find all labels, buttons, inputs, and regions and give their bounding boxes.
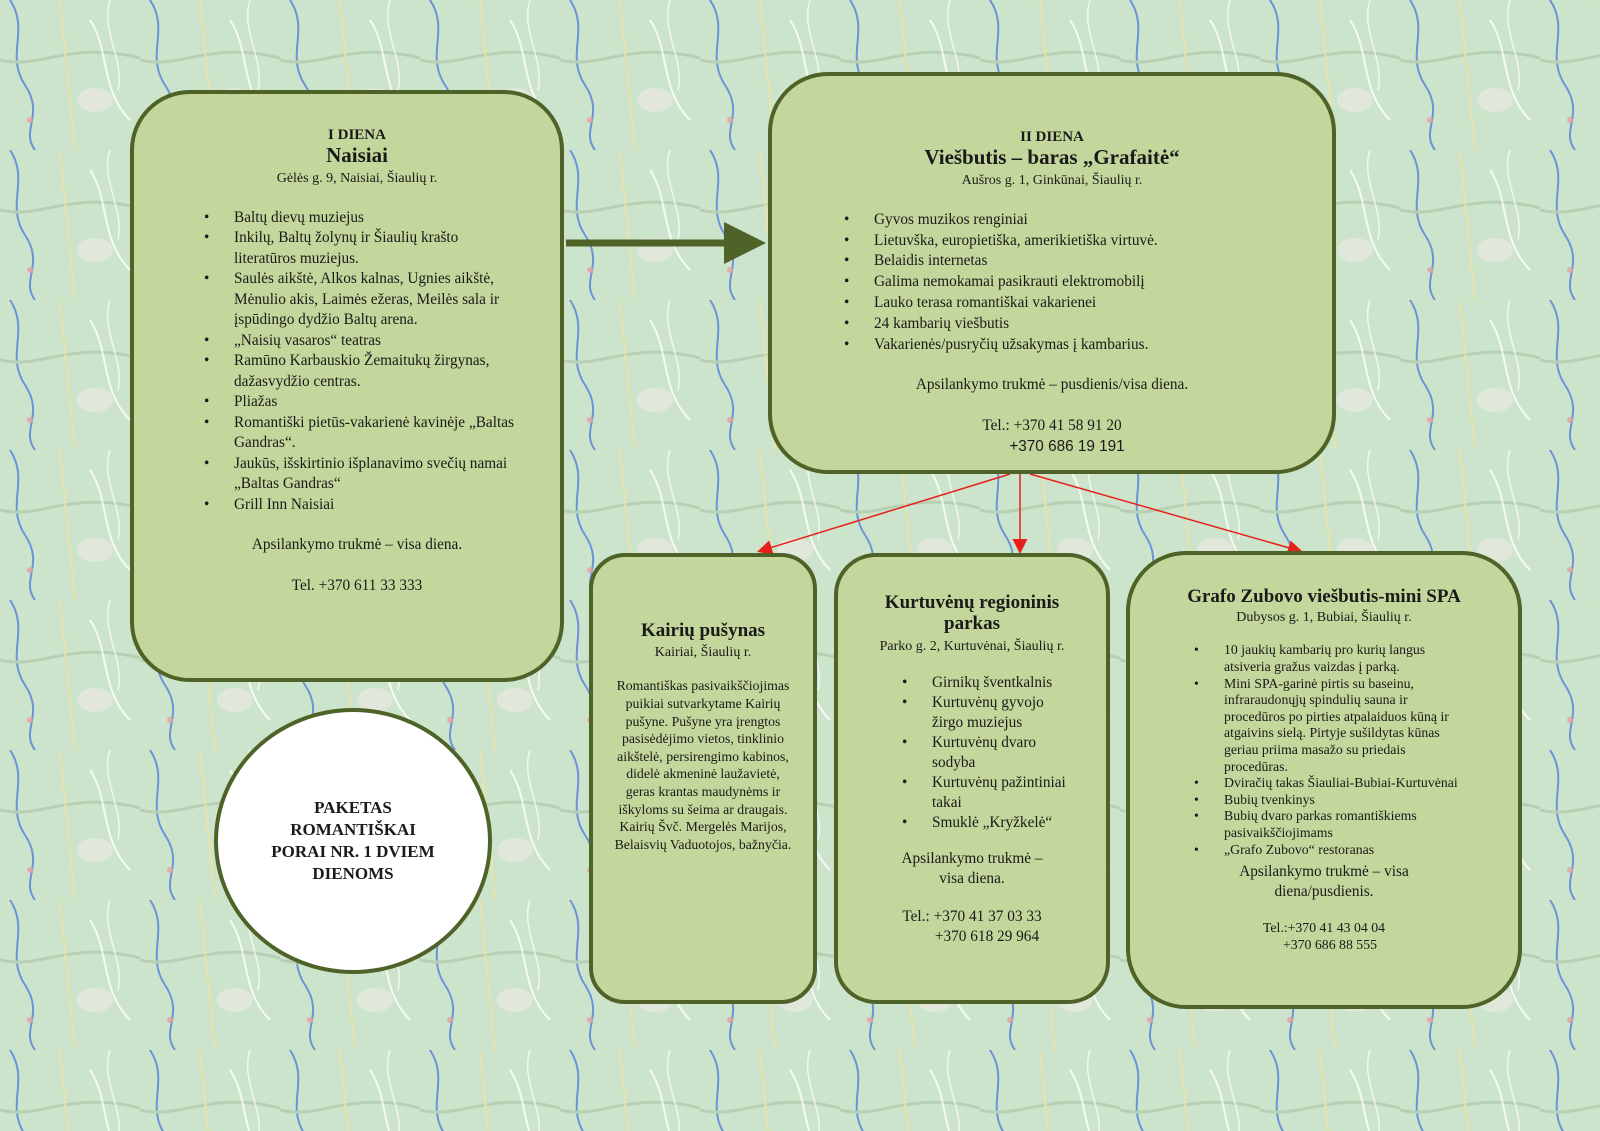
list-item: • Kurtuvėnų dvaro sodyba (898, 733, 1068, 773)
day2-phone-2: +370 686 19 191 (1009, 438, 1125, 456)
list-item: • Gyvos muzikos renginiai (840, 210, 1292, 231)
day1-duration: Apsilankymo trukmė – visa diena. (251, 536, 463, 554)
list-item: • Ramūno Karbauskio Žemaitukų žirgynas, dažasvydžio centras. (200, 351, 520, 392)
list-item: • 10 jaukių kambarių pro kurių langus atsiveria gražus vaizdas į parką. (1190, 642, 1460, 675)
day2-title: Viešbutis – baras „Grafaitė“ (924, 145, 1180, 169)
day2-label: II DIENA (1020, 129, 1084, 145)
list-item: • „Grafo Zubovo“ restoranas (1190, 842, 1460, 859)
list-item: • Lietuvška, europietiška, amerikietiška virtuvė. (840, 231, 1292, 252)
list-item: • Romantiški pietūs-vakarienė kavinėje „Baltas Gandras“. (200, 413, 520, 454)
zubovo-box (1126, 551, 1522, 1009)
day2-address: Aušros g. 1, Ginkūnai, Šiaulių r. (961, 173, 1143, 189)
day1-phone: Tel. +370 611 33 333 (291, 576, 423, 594)
kurtuvenai-box (834, 553, 1110, 1004)
list-item: • „Naisių vasaros“ teatras (200, 331, 520, 352)
zubovo-duration: Apsilankymo trukmė – visa diena/pusdienis. (1239, 863, 1409, 901)
list-item: • Kurtuvėnų pažintiniai takai (898, 773, 1068, 813)
list-item: • Mini SPA-garinė pirtis su baseinu, infraraudonųjų spindulių sauna ir procedūros po pirties atpalaiduos kūną ir atgaivins sielą. Pirtyje sušildytas kūnas geriau priima masažo su priedais procedūras. (1190, 676, 1460, 776)
list-item: • Saulės aikštė, Alkos kalnas, Ugnies aikštė, Mėnulio akis, Laimės ežeras, Meilės sala ir įspūdingo dydžio Baltų arena. (200, 269, 520, 331)
zubovo-list (1190, 642, 1460, 858)
day2-duration: Apsilankymo trukmė – pusdienis/visa diena. (915, 376, 1189, 394)
list-item: • Bubių dvaro parkas romantiškiems pasivaikščiojimams (1190, 808, 1460, 841)
list-item: • Kurtuvėnų gyvojo žirgo muziejus (898, 693, 1068, 733)
day1-label: I DIENA (328, 127, 386, 143)
day2-list (840, 210, 1292, 356)
zubovo-phone-2: +370 686 88 555 (1282, 936, 1377, 952)
day2-phone-1: Tel.: +370 41 58 91 20 (982, 417, 1122, 435)
kairiai-church: Kairių Švč. Mergelės Marijos, Belaisvių Vaduotojos, bažnyčia. (614, 819, 792, 852)
kairiai-title: Kairių pušynas (640, 620, 766, 641)
kurtuvenai-phone-2: +370 618 29 964 (934, 927, 1040, 945)
kurtuvenai-title: Kurtuvėnų regioninis parkas (884, 592, 1060, 634)
day1-address: Gėlės g. 9, Naisiai, Šiaulių r. (276, 171, 438, 187)
list-item: • Girnikų šventkalnis (898, 673, 1068, 693)
kurtuvenai-duration: Apsilankymo trukmė – visa diena. (901, 849, 1043, 887)
list-item: • Baltų dievų muziejus (200, 208, 520, 229)
kairiai-address: Kairiai, Šiaulių r. (654, 644, 752, 660)
day2-box (768, 72, 1336, 474)
zubovo-phone-1: Tel.:+370 41 43 04 04 (1262, 920, 1386, 936)
zubovo-address: Dubysos g. 1, Bubiai, Šiaulių r. (1236, 609, 1412, 625)
list-item: • Bubių tvenkinys (1190, 792, 1460, 809)
package-label: PAKETAS ROMANTIŠKAI PORAI NR. 1 DVIEM DIENOMS (271, 797, 435, 884)
day1-box (130, 90, 564, 682)
list-item: • Lauko terasa romantiškai vakarienei (840, 293, 1292, 314)
list-item: • Smuklė „Kryžkelė“ (898, 813, 1068, 833)
list-item: • Inkilų, Baltų žolynų ir Šiaulių krašto literatūros muziejus. (200, 228, 520, 269)
kurtuvenai-list (898, 673, 1068, 833)
list-item: • Dviračių takas Šiauliai-Bubiai-Kurtuvėnai (1190, 775, 1460, 792)
list-item: • Galima nemokamai pasikrauti elektromobilį (840, 272, 1292, 293)
kurtuvenai-phone-1: Tel.: +370 41 37 03 33 (902, 907, 1042, 925)
kurtuvenai-address: Parko g. 2, Kurtuvėnai, Šiaulių r. (879, 638, 1065, 654)
list-item: • 24 kambarių viešbutis (840, 314, 1292, 335)
list-item: • Jaukūs, išskirtinio išplanavimo svečių namai „Baltas Gandras“ (200, 454, 520, 495)
list-item: • Grill Inn Naisiai (200, 495, 520, 516)
kairiai-box (589, 553, 817, 1004)
list-item: • Pliažas (200, 392, 520, 413)
zubovo-title: Grafo Zubovo viešbutis-mini SPA (1187, 586, 1461, 607)
day1-title: Naisiai (326, 143, 388, 167)
list-item: • Belaidis internetas (840, 251, 1292, 272)
day1-list (200, 208, 520, 516)
list-item: • Vakarienės/pusryčių užsakymas į kambarius. (840, 335, 1292, 356)
kairiai-description: Romantiškas pasivaikščiojimas puikiai sutvarkytame Kairių pušyne. Pušyne yra įrengtos pasisėdėjimo vietos, tinklinio aikštelė, persirengimo kabinos, didelė akmeninė laužavietė, geras krantas maudynėms ir iškyloms su šeima ar draugais. (616, 678, 790, 817)
package-circle (214, 708, 492, 974)
